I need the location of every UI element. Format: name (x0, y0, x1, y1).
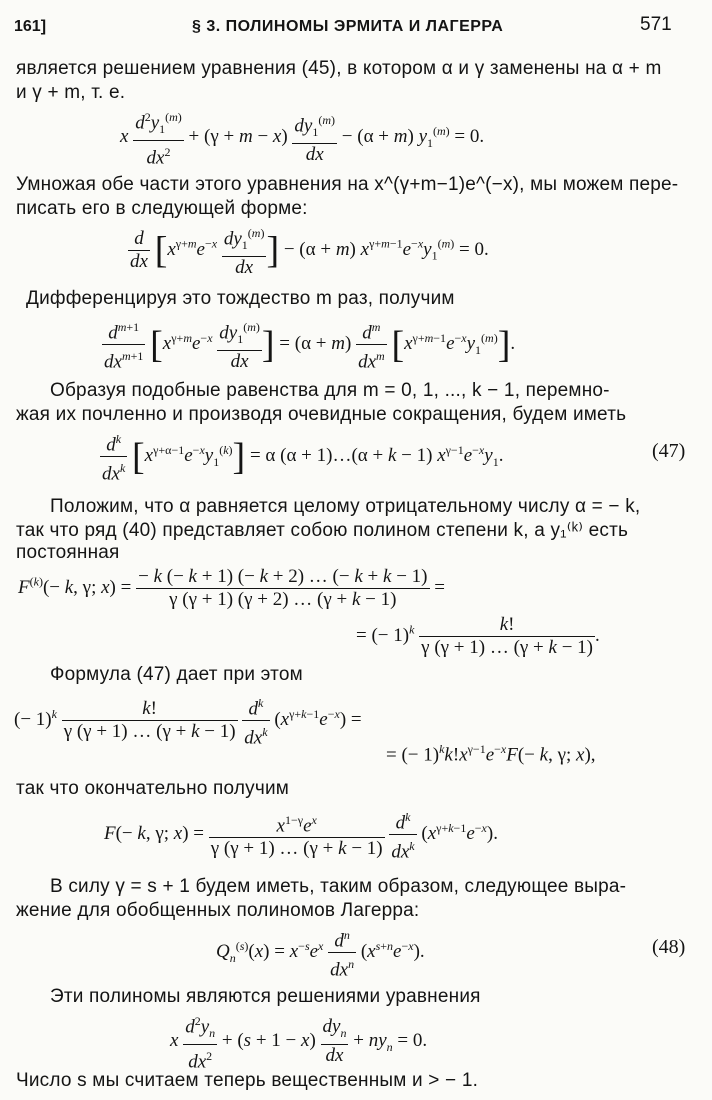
section-marker: 161] (14, 18, 47, 35)
page-number: 571 (640, 14, 672, 35)
text-line: жение для обобщенных полиномов Лагерра: (16, 900, 420, 921)
text-line: так что окончательно получим (16, 778, 290, 799)
text-line: Число s мы считаем теперь вещественным и > − 1. (16, 1070, 479, 1091)
text-line: Эти полиномы являются решениями уравнения (50, 986, 481, 1007)
equation-number: (48) (652, 936, 686, 958)
equation: $F^{(k)}(- k$, γ; x) = $\frac{- k (- k + 1) (- k + 2) \dots (- k + k - 1)}{\gamma (\gamma + 1) (\gamma + 2) \dots (\gamma + k - 1)}$ = (18, 566, 445, 610)
equation: $\frac{d^{m+1}}{dx^{m+1}}$ [$x^{\gamma+m}e^{-x}$ $\frac{dy_1^{(m)}}{dx}$ ] = (α + m) $\frac{d^m}{dx^m}$ $[x^{\gamma+m-1}e^{-x}y_1^{(m)}]$. (102, 316, 515, 374)
equation-48: $Q_n^{(s)}(x) = x^{-s}e^x$ $\frac{d^n}{dx^n}$ $(x^{s+n}e^{-x})$. (216, 924, 425, 982)
text-line: является решением уравнения (45), в котором α и γ заменены на α + m (16, 58, 662, 79)
text-line: Формула (47) дает при этом (50, 664, 303, 685)
equation: $\frac{d}{dx}$ [$x^{\gamma+m}e^{-x}$ $\frac{dy_1^{(m)}}{dx}$ ] − (α + m) $x^{\gamma+m-1}e^{-x}y_1^{(m)} = 0$. (128, 222, 489, 279)
equation-number: (47) (652, 440, 686, 462)
equation: x $\frac{d^2y_1^{(m)}}{dx^2}$ + (γ + m − x) $\frac{dy_1^{(m)}}{dx}$ − (α + m) $y_1^{(m)} = 0$. (120, 106, 484, 169)
running-header: § 3. ПОЛИНОМЫ ЭРМИТА И ЛАГЕРРА (192, 18, 504, 35)
equation: = (− $1)^kk!x^{\gamma-1}e^{-x}F(- k$, γ; x), (386, 742, 596, 766)
text-line: Дифференцируя это тождество m раз, получим (26, 288, 455, 309)
text-line: и γ + m, т. е. (16, 82, 126, 103)
equation: (− 1)$^k$ $\frac{k!}{\gamma (\gamma + 1) \dots (\gamma + k - 1)}$ $\frac{d^k}{dx^k}$ $(x^{\gamma+k-1}e^{-x})$ = (14, 692, 362, 750)
text-line: Положим, что α равняется целому отрицательному числу α = − k, (50, 496, 641, 517)
text-line: писать его в следующей форме: (16, 198, 308, 219)
text-line: жая их почленно и производя очевидные сокращения, будем иметь (16, 404, 627, 425)
text-line: В силу γ = s + 1 будем иметь, таким образом, следующее выра- (50, 876, 627, 897)
equation: F(− k, γ; x) = $\frac{x^{1-\gamma}e^x}{\gamma (\gamma + 1) \dots (\gamma + k - 1)}$ $\frac{d^k}{dx^k}$ $(x^{\gamma+k-1}e^{-x})$. (104, 806, 498, 864)
equation: x $\frac{d^2y_n}{dx^2}$ + (s + 1 − x) $\frac{dy_n}{dx}$ + $ny_n = 0$. (170, 1010, 427, 1073)
equation: = (− 1)$^k$ $\frac{k!}{\gamma (\gamma + 1) \dots (\gamma + k - 1)}$ . (356, 614, 600, 658)
equation-47: $\frac{d^k}{dx^k}$ $[x^{\gamma+\alpha-1}e^{-x}y_1^{(k)}] = \alpha$ (α + 1)…(α + k − 1) $x^{\gamma-1}e^{-x}y_1$. (100, 428, 503, 486)
text-line: Образуя подобные равенства для m = 0, 1, ..., k − 1, перемно- (50, 380, 610, 401)
text-line: постоянная (16, 542, 120, 563)
text-line: Умножая обе части этого уравнения на x^(γ+m−1)e^(−x), мы можем пере- (16, 174, 679, 195)
text-line: так что ряд (40) представляет собою полином степени k, а y₁⁽ᵏ⁾ есть (16, 520, 629, 541)
